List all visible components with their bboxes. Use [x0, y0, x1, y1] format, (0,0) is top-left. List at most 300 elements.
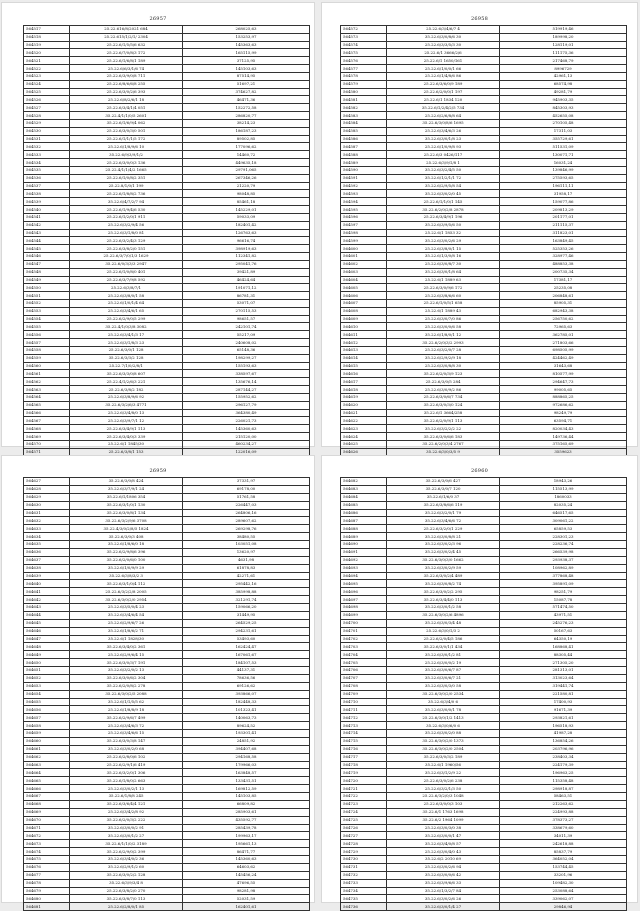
reference-code-cell: 35.22.6/1/8/6/0 18 — [70, 541, 183, 549]
row-number-cell: 564559 — [24, 354, 70, 362]
table-row — [341, 88, 627, 96]
amount-cell: 1860033 — [500, 493, 627, 501]
row-number-cell: 564626 — [341, 448, 387, 456]
table-row — [341, 643, 627, 651]
table-row — [341, 478, 627, 486]
table-row — [341, 166, 627, 174]
row-number-cell: 564711 — [341, 706, 387, 714]
row-number-cell: 564651 — [24, 667, 70, 675]
table-row — [341, 871, 627, 879]
row-number-cell: 564686 — [341, 509, 387, 517]
table-row — [24, 433, 310, 441]
row-number-cell: 564557 — [24, 339, 70, 347]
table-row — [24, 237, 310, 245]
table-row — [341, 143, 627, 151]
amount-cell: 42961,13 — [500, 72, 627, 80]
row-number-cell: 564634 — [24, 533, 70, 541]
table-row — [341, 611, 627, 619]
table-row — [341, 72, 627, 80]
row-number-cell: 564708 — [341, 682, 387, 690]
amount-cell: 682943,38 — [500, 307, 627, 315]
row-number-cell: 564609 — [341, 315, 387, 323]
reference-code-cell: 25.22.6/3/0/2/6 94 — [387, 863, 500, 871]
reference-code-cell: 25.22.6/3/0/4/0 43 — [387, 848, 500, 856]
reference-code-cell: 35.22.6/3/0/8 424 — [70, 478, 183, 486]
table-row — [341, 517, 627, 525]
row-number-cell: 564716 — [341, 745, 387, 753]
reference-code-cell: 25.22.6/3/8/7/1 — [70, 284, 183, 292]
reference-code-cell: 35.22.6/3/0/3 408 — [70, 533, 183, 541]
amount-cell: 8996729 — [500, 65, 627, 73]
amount-cell: 264529,25 — [183, 619, 310, 627]
row-number-cell: 564532 — [24, 143, 70, 151]
amount-cell: 242101,74 — [183, 323, 310, 331]
amount-cell: 253088,64 — [500, 887, 627, 895]
reference-code-cell: 25.22.6/1 3666/2/6 — [387, 49, 500, 57]
amount-cell: 452655,08 — [500, 112, 627, 120]
amount-cell: 271803,66 — [500, 339, 627, 347]
table-row — [341, 159, 627, 167]
amount-cell: 270105,48 — [500, 119, 627, 127]
row-number-cell: 564720 — [341, 777, 387, 785]
table-row — [24, 816, 310, 824]
reference-code-cell: 35.22.6/3/4/6/6 72 — [387, 517, 500, 525]
ledger-table — [340, 477, 627, 911]
amount-cell: 289607,62 — [183, 517, 310, 525]
table-row — [341, 761, 627, 769]
reference-code-cell: 35.22.6/3/9/5/6 50 — [387, 221, 500, 229]
reference-code-cell: 35.22.6/3/0/2/0 68 — [70, 745, 183, 753]
row-number-cell: 564531 — [24, 135, 70, 143]
amount-cell: 226447,03 — [183, 501, 310, 509]
table-row — [24, 564, 310, 572]
reference-code-cell: 25.22.6/1 1845/30 — [70, 440, 183, 448]
table-row — [24, 785, 310, 793]
table-row — [24, 104, 310, 112]
reference-code-cell: 35.22.6/3/0/2/0 2504 — [387, 745, 500, 753]
amount-cell: 271305,20 — [500, 659, 627, 667]
reference-code-cell: 25.22.6/3/0/0/2 19 — [387, 659, 500, 667]
reference-code-cell: 25.22.6/3/0/2/1 13 — [70, 785, 183, 793]
table-row — [24, 276, 310, 284]
row-number-cell: 564545 — [24, 245, 70, 253]
reference-code-cell: 25.22.6/1/8/8/9 18 — [70, 706, 183, 714]
row-number-cell: 564580 — [341, 88, 387, 96]
amount-cell: 449635,18 — [183, 159, 310, 167]
table-row — [341, 485, 627, 493]
row-number-cell: 564599 — [341, 237, 387, 245]
reference-code-cell: 35.22.6/3/0/8/1 134 — [70, 509, 183, 517]
amount-cell: 168868,41 — [500, 643, 627, 651]
amount-cell: 69178,00 — [183, 485, 310, 493]
table-row — [341, 80, 627, 88]
amount-cell: 82035,24 — [500, 501, 627, 509]
row-number-cell: 564578 — [341, 72, 387, 80]
row-number-cell: 564579 — [341, 80, 387, 88]
amount-cell: 128119,01 — [500, 41, 627, 49]
reference-code-cell: 35.22.6/3/0/2/4 45 — [387, 548, 500, 556]
amount-cell: 99005,65 — [500, 386, 627, 394]
amount-cell: 101323,41 — [183, 706, 310, 714]
reference-code-cell: 35.22.6/1/0/9/9 29 — [70, 564, 183, 572]
reference-code-cell: 25.22.6/1 1889 63 — [387, 276, 500, 284]
table-row — [24, 386, 310, 394]
ledger-page — [322, 3, 637, 455]
reference-code-cell: 35.22.6/1 3664/258 — [387, 409, 500, 417]
row-number-cell: 564556 — [24, 331, 70, 339]
amount-cell: 294231,61 — [183, 627, 310, 635]
table-row — [24, 307, 310, 315]
row-number-cell: 564623 — [341, 425, 387, 433]
row-number-cell: 564649 — [24, 651, 70, 659]
reference-code-cell: 25.22.6/3/4/8/0 13 — [70, 409, 183, 417]
reference-code-cell: 35.22.6/1 1763 1698 — [387, 808, 500, 816]
amount-cell: 215120,00 — [183, 433, 310, 441]
amount-cell: 275593,65 — [500, 174, 627, 182]
table-row — [341, 722, 627, 730]
reference-code-cell: 25.22.6/1 1834 120 — [387, 96, 500, 104]
table-row — [341, 667, 627, 675]
row-number-cell: 564683 — [341, 485, 387, 493]
row-number-cell: 564629 — [24, 493, 70, 501]
amount-cell: 163849,45 — [500, 237, 627, 245]
reference-code-cell: 35.22.6/2/9/8/6 396 — [70, 548, 183, 556]
amount-cell: 196111,11 — [500, 182, 627, 190]
reference-code-cell: 35.22.6/2/9/5/8 54 — [387, 182, 500, 190]
row-number-cell: 564589 — [341, 159, 387, 167]
amount-cell: 14460,72 — [183, 151, 310, 159]
table-row — [24, 96, 310, 104]
table-row — [341, 808, 627, 816]
reference-code-cell: 25.22.6/1/6/8/1 189 — [70, 57, 183, 65]
reference-code-cell: 35.22.6/3/2/0/1 79 — [387, 509, 500, 517]
amount-cell: 193301,41 — [183, 730, 310, 738]
table-row — [24, 682, 310, 690]
row-number-cell: 564644 — [24, 611, 70, 619]
reference-code-cell: 35.22.6/3/2/2/2 22 — [387, 425, 500, 433]
amount-cell: 149736,44 — [500, 433, 627, 441]
row-number-cell: 564678 — [24, 879, 70, 887]
reference-code-cell: 25.22.6/3/4/1/4 051 — [70, 104, 183, 112]
row-number-cell: 564560 — [24, 362, 70, 370]
page-title: 26959 — [149, 468, 167, 474]
reference-code-cell: 35.22.6/1/1/5/5 62 — [70, 698, 183, 706]
reference-code-cell: 25.22.6/3/7/9/8 592 — [70, 276, 183, 284]
row-number-cell: 564715 — [341, 737, 387, 745]
row-number-cell: 564518 — [24, 33, 70, 41]
reference-code-cell: 25.22.6/2/6/8/8 64 — [387, 112, 500, 120]
reference-code-cell: 25.22.6/3/0/8/7 30 — [387, 260, 500, 268]
row-number-cell: 564642 — [24, 596, 70, 604]
amount-cell: 295041,76 — [183, 260, 310, 268]
reference-code-cell: 25.22.6/1/8/8/2 736 — [70, 190, 183, 198]
reference-code-cell: 25.22.6/1/5/5/6 632 — [70, 41, 183, 49]
page-title: 26958 — [471, 16, 488, 22]
reference-code-cell: 35.22.6/3/8/6/6 119 — [387, 501, 500, 509]
row-number-cell: 564699 — [341, 611, 387, 619]
row-number-cell: 564540 — [24, 206, 70, 214]
table-row — [341, 588, 627, 596]
reference-code-cell: 25.22.6/3/8/6/6 60 — [387, 292, 500, 300]
table-row — [24, 619, 310, 627]
reference-code-cell: 35.22.6/3/8/3/2 3 — [70, 572, 183, 580]
amount-cell: 115358,48 — [500, 777, 627, 785]
amount-cell: 395891,09 — [500, 580, 627, 588]
amount-cell: 38480,55 — [183, 533, 310, 541]
amount-cell: 196518,93 — [500, 722, 627, 730]
reference-code-cell: 25.22.6/3/0/1/2 1413 — [387, 714, 500, 722]
row-number-cell: 564712 — [341, 714, 387, 722]
row-number-cell: 564648 — [24, 643, 70, 651]
amount-cell: 24851,92 — [183, 737, 310, 745]
amount-cell: 364380,49 — [183, 409, 310, 417]
amount-cell: 29791,065 — [183, 166, 310, 174]
amount-cell: 17400,93 — [500, 698, 627, 706]
row-number-cell: 564592 — [341, 182, 387, 190]
amount-cell: 52031,59 — [183, 895, 310, 903]
amount-cell: 130071,71 — [500, 151, 627, 159]
reference-code-cell: 25.22.6/3/0/0/3 103 — [387, 800, 500, 808]
row-number-cell: 564528 — [24, 112, 70, 120]
table-row — [341, 57, 627, 65]
amount-cell: 285903,61 — [183, 808, 310, 816]
table-row — [341, 409, 627, 417]
row-number-cell: 564669 — [24, 808, 70, 816]
table-row — [341, 33, 627, 41]
table-row — [341, 393, 627, 401]
row-number-cell: 564655 — [24, 698, 70, 706]
reference-code-cell: 25.22.6/3/3/5/3 30 — [387, 41, 500, 49]
reference-code-cell: 25.22.6/1/0/1/4 64 — [70, 299, 183, 307]
table-row — [341, 509, 627, 517]
reference-code-cell: 25.22.6/3/6/0/9 189 — [387, 80, 500, 88]
reference-code-cell: 25.22.6/2/9/1/6 419 — [70, 761, 183, 769]
table-row — [24, 119, 310, 127]
row-number-cell: 564633 — [24, 525, 70, 533]
amount-cell: 59033,09 — [183, 213, 310, 221]
table-row — [341, 315, 627, 323]
row-number-cell: 564526 — [24, 96, 70, 104]
table-row — [24, 65, 310, 73]
amount-cell: 159077,86 — [500, 198, 627, 206]
table-row — [341, 659, 627, 667]
row-number-cell: 564723 — [341, 800, 387, 808]
row-number-cell: 564721 — [341, 785, 387, 793]
row-number-cell: 564584 — [341, 119, 387, 127]
table-row — [24, 745, 310, 753]
row-number-cell: 564670 — [24, 816, 70, 824]
amount-cell: 133431,51 — [183, 777, 310, 785]
amount-cell: 37125,95 — [183, 57, 310, 65]
row-number-cell: 564730 — [341, 856, 387, 864]
table-row — [341, 151, 627, 159]
row-number-cell: 564717 — [341, 753, 387, 761]
row-number-cell: 564553 — [24, 307, 70, 315]
amount-cell: 98251,79 — [500, 588, 627, 596]
reference-code-cell: 25.22.6/3/4/2/8 92 — [70, 808, 183, 816]
row-number-cell: 564714 — [341, 730, 387, 738]
amount-cell: 177096,62 — [183, 143, 310, 151]
row-number-cell: 564696 — [341, 588, 387, 596]
table-row — [24, 378, 310, 386]
table-row — [341, 848, 627, 856]
table-row — [24, 315, 310, 323]
row-number-cell: 564608 — [341, 307, 387, 315]
table-row — [341, 354, 627, 362]
table-row — [24, 485, 310, 493]
row-number-cell: 564565 — [24, 401, 70, 409]
reference-code-cell: 35.22.6/3/0/1/2 81 — [387, 651, 500, 659]
reference-code-cell: 25.22.4/1/2/6/3 221 — [70, 378, 183, 386]
row-number-cell: 564610 — [341, 323, 387, 331]
amount-cell: 145363,63 — [183, 41, 310, 49]
table-row — [341, 706, 627, 714]
ledger-table — [340, 25, 627, 457]
row-number-cell: 564606 — [341, 292, 387, 300]
amount-cell: 51761,58 — [183, 493, 310, 501]
row-number-cell: 564624 — [341, 433, 387, 441]
row-number-cell: 564682 — [341, 478, 387, 486]
amount-cell: 21220,79 — [183, 182, 310, 190]
reference-code-cell: 35.22.6/3/2/0/2 13 — [70, 667, 183, 675]
table-row — [24, 299, 310, 307]
row-number-cell: 564523 — [24, 72, 70, 80]
reference-code-cell: 25.22.6/3/0/8/8 30 — [387, 362, 500, 370]
row-number-cell: 564664 — [24, 769, 70, 777]
reference-code-cell: 25.22.6/3/8/1 153 — [70, 448, 183, 456]
table-row — [341, 206, 627, 214]
reference-code-cell: 35.22.6/3/4/6/4 54 — [70, 611, 183, 619]
table-row — [341, 840, 627, 848]
row-number-cell: 564555 — [24, 323, 70, 331]
table-row — [24, 331, 310, 339]
table-row — [341, 698, 627, 706]
table-row — [341, 96, 627, 104]
amount-cell: 182448,33 — [183, 698, 310, 706]
row-number-cell: 564530 — [24, 127, 70, 135]
row-number-cell: 564692 — [341, 556, 387, 564]
table-row — [341, 237, 627, 245]
row-number-cell: 564719 — [341, 769, 387, 777]
reference-code-cell: 35.22.6/3/4/0/8 57 — [387, 840, 500, 848]
amount-cell: 155952,62 — [183, 393, 310, 401]
reference-code-cell: 35.22.6/2/0/9/1 113 — [387, 417, 500, 425]
table-row — [24, 556, 310, 564]
table-row — [24, 769, 310, 777]
reference-code-cell: 35.22.6/3/1/0/1 130 — [70, 501, 183, 509]
table-row — [341, 753, 627, 761]
amount-cell: 16031,24 — [500, 159, 627, 167]
row-number-cell: 564615 — [341, 362, 387, 370]
amount-cell: 41987,28 — [500, 730, 627, 738]
table-row — [341, 785, 627, 793]
table-row — [24, 57, 310, 65]
table-row — [24, 440, 310, 448]
amount-cell: 112341,82 — [183, 253, 310, 261]
row-number-cell: 564688 — [341, 525, 387, 533]
reference-code-cell: 25.22.6/1 1650/161 — [387, 57, 500, 65]
table-row — [24, 848, 310, 856]
reference-code-cell: 35.22.6/3/0/3/8 147 — [70, 737, 183, 745]
table-row — [341, 268, 627, 276]
table-row — [24, 659, 310, 667]
reference-code-cell: 25.22.6/3/8/2/0 151 — [70, 245, 183, 253]
table-row — [24, 674, 310, 682]
table-row — [341, 433, 627, 441]
reference-code-cell: 35.22.6/3/0/3/5 9 — [387, 448, 500, 456]
amount-cell: 189998,20 — [500, 33, 627, 41]
amount-cell: 182401,42 — [183, 221, 310, 229]
amount-cell: 245276,23 — [500, 619, 627, 627]
reference-code-cell: 25.22.616/8/2021 684 — [70, 26, 183, 34]
row-number-cell: 564602 — [341, 260, 387, 268]
ledger-page — [2, 3, 314, 455]
table-row — [24, 493, 310, 501]
reference-code-cell: 35.22.6/3/2/4/5 50 — [387, 166, 500, 174]
table-row — [341, 493, 627, 501]
table-row — [24, 159, 310, 167]
reference-code-cell: 35.22.6/2 2010 69 — [387, 856, 500, 864]
table-row — [341, 245, 627, 253]
table-row — [341, 824, 627, 832]
reference-code-cell: 25.22.6/3/0/0/6 58 — [387, 323, 500, 331]
row-number-cell: 564614 — [341, 354, 387, 362]
reference-code-cell: 25.22.6/1/0/8/0 401 — [70, 268, 183, 276]
reference-code-cell: 25.22.6/1/0/8/2 351 — [70, 174, 183, 182]
amount-cell: 209813,29 — [500, 206, 627, 214]
amount-cell: 212263,62 — [500, 800, 627, 808]
table-row — [341, 198, 627, 206]
amount-cell: 287144,27 — [183, 386, 310, 394]
row-number-cell: 564613 — [341, 346, 387, 354]
table-row — [24, 730, 310, 738]
row-number-cell: 564594 — [341, 198, 387, 206]
amount-cell: 206848,61 — [500, 292, 627, 300]
table-row — [24, 354, 310, 362]
reference-code-cell: 35.22.6/3/0/2/2 128 — [70, 871, 183, 879]
row-number-cell: 564638 — [24, 564, 70, 572]
amount-cell: 55217,09 — [183, 331, 310, 339]
amount-cell: 88305,44 — [500, 651, 627, 659]
table-row — [24, 808, 310, 816]
table-row — [341, 260, 627, 268]
amount-cell: 159066,20 — [183, 604, 310, 612]
table-row — [341, 714, 627, 722]
amount-cell: 385998,88 — [183, 588, 310, 596]
row-number-cell: 564707 — [341, 674, 387, 682]
row-number-cell: 564722 — [341, 793, 387, 801]
amount-cell: 145360,63 — [183, 856, 310, 864]
amount-cell: 179966,03 — [183, 761, 310, 769]
reference-code-cell: 35.22.6/2/0/6/0 100 — [70, 556, 183, 564]
row-number-cell: 564710 — [341, 698, 387, 706]
table-row — [24, 580, 310, 588]
row-number-cell: 564676 — [24, 863, 70, 871]
row-number-cell: 564597 — [341, 221, 387, 229]
table-row — [24, 635, 310, 643]
table-row — [341, 49, 627, 57]
reference-code-cell: 35.22.6/3/0/6 427 — [387, 478, 500, 486]
row-number-cell: 564621 — [341, 409, 387, 417]
amount-cell: 39421,89 — [183, 268, 310, 276]
reference-code-cell: 35.22.6/3/9/3/4 8 — [70, 879, 183, 887]
amount-cell: 153253,97 — [183, 33, 310, 41]
amount-cell: 293821,61 — [500, 714, 627, 722]
reference-code-cell: 35.22.6/2/9/6/7 499 — [70, 714, 183, 722]
table-row — [24, 761, 310, 769]
reference-code-cell: 35.22.6/3/0/2/0 88 — [387, 730, 500, 738]
reference-code-cell: 25.22.6/3/0/1 128 — [70, 346, 183, 354]
